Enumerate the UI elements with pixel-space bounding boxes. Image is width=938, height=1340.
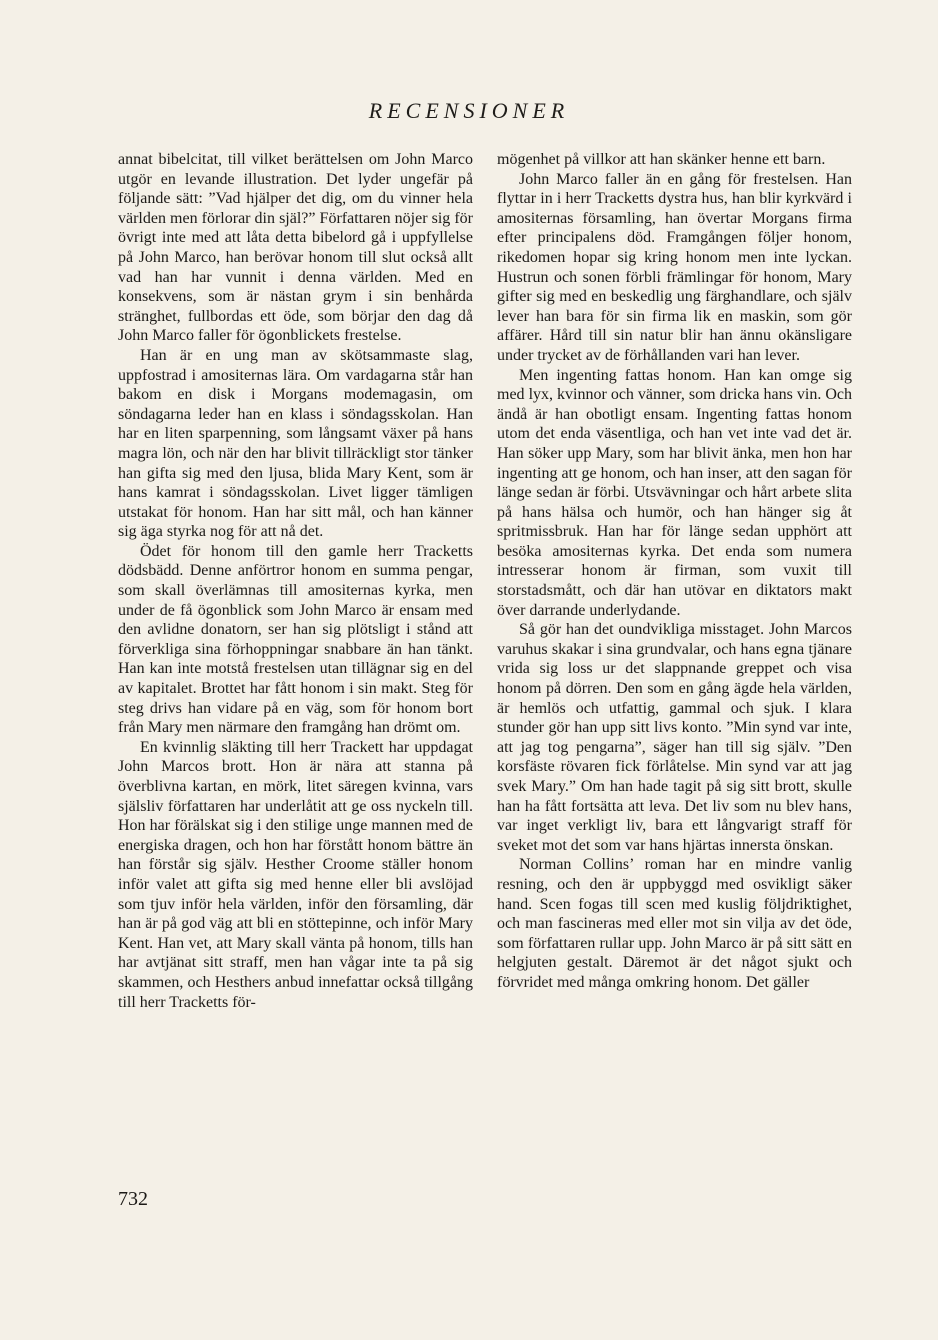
paragraph: En kvinnlig släkting till herr Trackett har uppdagat John Marcos brott. Hon är nära att stanna på överblivna kartan, en mörk, litet säregen kvinna, vars själsliv författaren har underlåtit att ge oss nyckeln till. Hon har förälskat sig i den stilige unge mannen med de energiska dragen, och hon har förstått honom bättre än han förstår sig själv. Hesther Croome ställer honom inför valet att gifta sig med henne eller bli avslöjad som tjuv inför hela världen, inför den församling, där han är på god väg att bli en stöttepinne, och inför Mary Kent. Han vet, att Mary skall vänta på honom, tills han har avtjänat sitt straff, men han vågar inte ta på sig skammen, och Hesthers anbud innefattar också tillgång till herr Tracketts för- (118, 738, 473, 1011)
paragraph: Ödet för honom till den gamle herr Tracketts dödsbädd. Denne anförtror honom en summa pengar, som skall överlämnas till amositernas kyrka, men under de få ögonblick som John Marco är ensam med den avlidne donatorn, ser han sig plötsligt i stånd att förverkliga sina förhoppningar snabbare än han tänkt. Han kan inte motstå frestelsen utan tillägnar sig en del av kapitalet. Brottet har fått honom i sin makt. Steg för steg drivs han vidare på en väg, som för honom bort från Mary men närmare den framgång han drömt om. (118, 542, 473, 737)
paragraph: Men ingenting fattas honom. Han kan omge sig med lyx, kvinnor och vänner, som dricka hans vin. Och ändå är han obotligt ensam. Ingenting fattas honom utom det enda väsentliga, och han vet inte vad det är. Han söker upp Mary, som har blivit änka, men hon har ingenting att ge honom, och han inser, att den sagan för länge sedan är förbi. Utsvävningar och hårt arbete slita på hans hälsa och humör, och han hänger sig åt spritmissbruk. Han har för länge sedan upphört att besöka amositernas kyrka. Det enda som numera intresserar honom är firman, som vuxit till storstadsmått, och där han utövar en diktators makt över darrande underlydande. (497, 366, 852, 619)
paragraph: Norman Collins’ roman har en mindre vanlig resning, och den är uppbyggd med osvikligt säker hand. Scen fogas till scen med kuslig följdriktighet, och man fascineras med eller mot sin vilja av det öde, som författaren rullar upp. John Marco är på sitt sätt en helgjuten gestalt. Däremot är det något sjukt och förvridet med många omkring honom. Det gäller (497, 856, 852, 991)
paragraph: Han är en ung man av skötsammaste slag, uppfostrad i amositernas lära. Om vardagarna står han bakom en disk i Morgans modemagasin, om söndagarna leder han en klass i söndagsskolan. Han har en liten sparpenning, som långsamt växer på hans magra lön, och när den har blivit tillräckligt stor tänker han gifta sig med den ljusa, blida Mary Kent, som är hans kamrat i söndagsskolan. Livet ligger tämligen utstakat för honom. Han har sitt mål, och han känner sig äga styrka nog för att nå det. (118, 346, 473, 541)
right-text-column (497, 150, 852, 993)
paragraph: mögenhet på villkor att han skänker henne ett barn. (497, 151, 826, 168)
left-text-column (118, 150, 473, 1012)
paragraph: John Marco faller än en gång för frestelsen. Han flyttar in i herr Tracketts dystra hus, han blir kyrkvärd i amositernas församling, han övertar Morgans firma efter principalens död. Framgången följer honom, rikedomen hopar sig kring honom men inte lyckan. Hustrun och sonen förbli främlingar för honom, Mary gifter sig med en beskedlig ung färghandlare, och själv lever han bara för sin firma lik en maskin, som gör affärer. Hård till sin natur blir han ännu okänsligare under trycket av de förhållanden vari han lever. (497, 170, 852, 364)
page-number: 732 (118, 1188, 148, 1210)
running-title: RECENSIONER (368, 98, 570, 123)
paragraph: annat bibelcitat, till vilket berättelsen om John Marco utgör en levande illustration. Det lyder ungefär på följande sätt: ”Vad hjälper det dig, om du vinner hela världen men förlorar din själ?” Författaren nöjer sig för övrigt inte med att låta detta bibelord gå i uppfyllelse på John Marco, han berövar honom till slut också allt vad han har vunnit i denna världen. Med en konsekvens, som är nästan grym i sin benhårda stränghet, fullbordas ett öde, som börjar den dag då John Marco faller för ögonblickets frestelse. (118, 151, 473, 345)
paragraph: Så gör han det oundvikliga misstaget. John Marcos varuhus skakar i sina grundvalar, och hans egna tjänare vrida sig loss ur det slappnande greppet och visa honom på dörren. Den som en gång ägde hela världen, är hemlös och utfattig, gammal och sjuk. I klara stunder gör han upp sitt livs konto. ”Min synd var inte, att jag tog pengarna”, säger han till sig själv. ”Den korsfäste rövaren fick förlåtelse. Min synd var att jag svek Mary.” Om han hade tagit på sig sitt brott, skulle han ha fått fortsätta att leva. Det liv som nu blev hans, var inget verkligt liv, bara ett långvarigt straff för sveket mot det som var hans hjärtas innersta önskan. (497, 621, 852, 854)
